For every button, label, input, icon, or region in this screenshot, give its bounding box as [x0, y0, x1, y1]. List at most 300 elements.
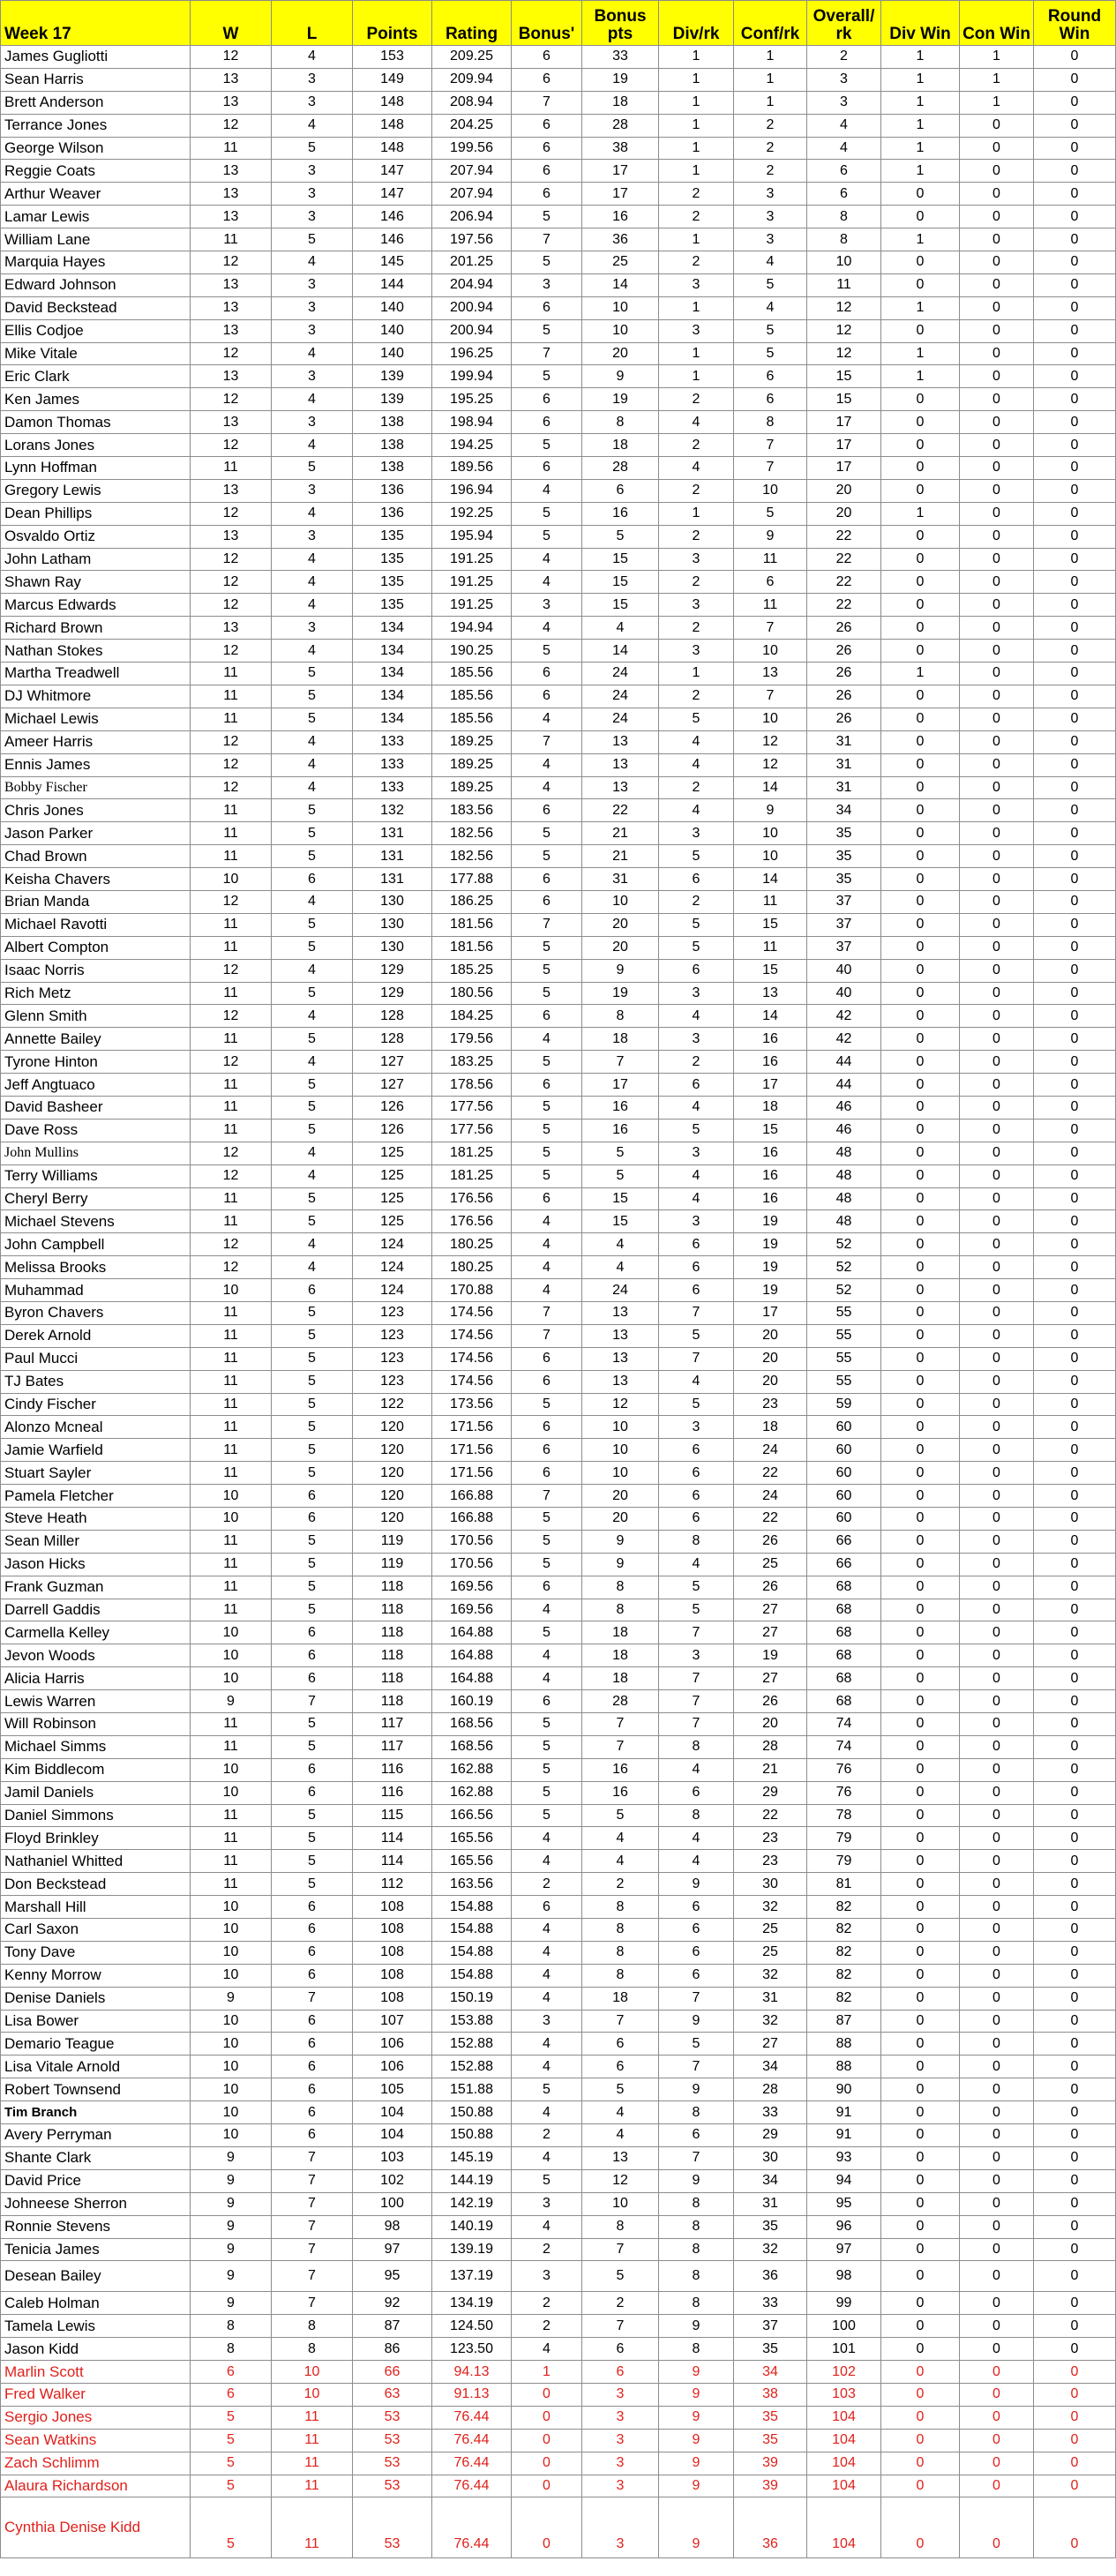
cell-wins: 10	[191, 2033, 272, 2056]
table-row	[1, 913, 1116, 936]
cell-player-name: Eric Clark	[1, 365, 191, 388]
cell-bonus: 5	[512, 1530, 582, 1553]
cell-player-name: Jamie Warfield	[1, 1439, 191, 1462]
cell-bonus: 4	[512, 1599, 582, 1621]
cell-div-rank: 9	[659, 2429, 734, 2452]
cell-losses: 5	[272, 1074, 353, 1097]
table-row	[1, 434, 1116, 457]
cell-player-name: Lisa Vitale Arnold	[1, 2056, 191, 2078]
cell-bonus-pts: 4	[582, 617, 659, 640]
cell-conf-rank: 7	[734, 685, 807, 708]
table-row	[1, 1462, 1116, 1485]
cell-div-win: 0	[881, 1850, 960, 1873]
cell-bonus-pts: 3	[582, 2429, 659, 2452]
cell-div-win: 0	[881, 1873, 960, 1896]
cell-rating: 177.88	[432, 868, 512, 891]
cell-rating: 152.88	[432, 2033, 512, 2056]
cell-points: 123	[353, 1370, 432, 1393]
cell-bonus-pts: 17	[582, 1074, 659, 1097]
cell-div-win: 0	[881, 1553, 960, 1576]
cell-bonus-pts: 20	[582, 342, 659, 365]
cell-rating: 207.94	[432, 183, 512, 206]
cell-losses: 5	[272, 1301, 353, 1324]
cell-bonus: 5	[512, 502, 582, 525]
cell-round-win: 0	[1034, 1713, 1116, 1736]
cell-player-name: Frank Guzman	[1, 1576, 191, 1599]
cell-player-name: Caleb Holman	[1, 2292, 191, 2315]
cell-round-win: 0	[1034, 1187, 1116, 1210]
cell-con-win: 0	[960, 2452, 1034, 2475]
cell-points: 97	[353, 2238, 432, 2261]
cell-div-rank: 9	[659, 2383, 734, 2406]
cell-bonus-pts: 12	[582, 1393, 659, 1416]
cell-div-win: 1	[881, 365, 960, 388]
cell-div-rank: 9	[659, 2315, 734, 2338]
cell-round-win: 0	[1034, 571, 1116, 594]
cell-round-win: 0	[1034, 1005, 1116, 1028]
cell-losses: 3	[272, 273, 353, 296]
cell-bonus-pts: 24	[582, 685, 659, 708]
cell-div-rank: 5	[659, 1599, 734, 1621]
table-row	[1, 1758, 1116, 1781]
cell-div-rank: 8	[659, 2215, 734, 2238]
cell-points: 108	[353, 1964, 432, 1987]
cell-points: 134	[353, 685, 432, 708]
cell-player-name: Jevon Woods	[1, 1644, 191, 1667]
cell-bonus-pts: 4	[582, 2101, 659, 2124]
cell-bonus-pts: 31	[582, 868, 659, 891]
cell-div-win: 0	[881, 1301, 960, 1324]
cell-div-rank: 8	[659, 1530, 734, 1553]
cell-round-win: 0	[1034, 1827, 1116, 1850]
cell-bonus-pts: 10	[582, 1439, 659, 1462]
cell-wins: 11	[191, 799, 272, 822]
cell-div-win: 0	[881, 388, 960, 411]
cell-div-win: 0	[881, 183, 960, 206]
cell-rating: 183.25	[432, 1051, 512, 1074]
cell-con-win: 0	[960, 708, 1034, 730]
cell-points: 105	[353, 2078, 432, 2101]
cell-con-win: 0	[960, 1553, 1034, 1576]
cell-round-win: 0	[1034, 2238, 1116, 2261]
cell-con-win: 0	[960, 822, 1034, 845]
cell-overall-rank: 90	[807, 2078, 881, 2101]
cell-con-win: 0	[960, 1347, 1034, 1370]
cell-round-win: 0	[1034, 365, 1116, 388]
cell-con-win: 0	[960, 1164, 1034, 1187]
cell-overall-rank: 42	[807, 1028, 881, 1051]
cell-wins: 11	[191, 1576, 272, 1599]
cell-losses: 5	[272, 1827, 353, 1850]
cell-bonus: 2	[512, 2292, 582, 2315]
cell-rating: 166.56	[432, 1804, 512, 1827]
cell-rating: 180.25	[432, 1233, 512, 1256]
cell-bonus: 4	[512, 548, 582, 571]
cell-points: 147	[353, 183, 432, 206]
cell-bonus: 4	[512, 708, 582, 730]
cell-bonus: 6	[512, 890, 582, 913]
table-row	[1, 296, 1116, 319]
cell-con-win: 0	[960, 342, 1034, 365]
cell-player-name: Sergio Jones	[1, 2406, 191, 2429]
cell-player-name: Johneese Sherron	[1, 2192, 191, 2215]
cell-con-win: 0	[960, 1119, 1034, 1142]
header-con-win: Con Win	[960, 1, 1034, 46]
cell-con-win: 0	[960, 502, 1034, 525]
cell-losses: 4	[272, 1005, 353, 1028]
cell-div-rank: 1	[659, 68, 734, 91]
cell-div-rank: 2	[659, 776, 734, 799]
cell-player-name: Keisha Chavers	[1, 868, 191, 891]
cell-con-win: 0	[960, 206, 1034, 228]
cell-conf-rank: 15	[734, 959, 807, 982]
cell-div-win: 1	[881, 342, 960, 365]
cell-rating: 154.88	[432, 1964, 512, 1987]
cell-points: 103	[353, 2146, 432, 2169]
cell-losses: 10	[272, 2383, 353, 2406]
cell-con-win: 0	[960, 1804, 1034, 1827]
cell-player-name: Shawn Ray	[1, 571, 191, 594]
cell-losses: 4	[272, 46, 353, 69]
cell-div-rank: 4	[659, 753, 734, 776]
table-row	[1, 799, 1116, 822]
cell-losses: 5	[272, 1210, 353, 1233]
cell-wins: 11	[191, 982, 272, 1005]
cell-points: 149	[353, 68, 432, 91]
cell-bonus: 5	[512, 982, 582, 1005]
cell-points: 146	[353, 206, 432, 228]
table-row	[1, 1074, 1116, 1097]
table-row	[1, 1005, 1116, 1028]
cell-player-name: George Wilson	[1, 137, 191, 160]
cell-points: 135	[353, 571, 432, 594]
cell-losses: 5	[272, 1804, 353, 1827]
cell-bonus: 7	[512, 1301, 582, 1324]
cell-bonus-pts: 20	[582, 1485, 659, 1508]
cell-rating: 180.56	[432, 982, 512, 1005]
cell-losses: 7	[272, 1987, 353, 2010]
cell-losses: 4	[272, 502, 353, 525]
cell-conf-rank: 1	[734, 68, 807, 91]
cell-losses: 11	[272, 2475, 353, 2497]
cell-div-win: 1	[881, 228, 960, 251]
cell-bonus-pts: 24	[582, 663, 659, 685]
cell-rating: 154.88	[432, 1941, 512, 1964]
cell-overall-rank: 26	[807, 708, 881, 730]
cell-losses: 4	[272, 776, 353, 799]
cell-conf-rank: 30	[734, 1873, 807, 1896]
cell-player-name: William Lane	[1, 228, 191, 251]
cell-bonus-pts: 2	[582, 1873, 659, 1896]
cell-round-win: 0	[1034, 1896, 1116, 1919]
cell-div-rank: 1	[659, 46, 734, 69]
cell-con-win: 0	[960, 457, 1034, 480]
cell-bonus-pts: 13	[582, 730, 659, 753]
cell-overall-rank: 8	[807, 206, 881, 228]
cell-player-name: Marquia Hayes	[1, 251, 191, 274]
cell-conf-rank: 15	[734, 1119, 807, 1142]
table-row	[1, 2429, 1116, 2452]
cell-rating: 177.56	[432, 1096, 512, 1119]
cell-bonus: 4	[512, 2056, 582, 2078]
cell-player-name: Daniel Simmons	[1, 1804, 191, 1827]
cell-div-rank: 4	[659, 411, 734, 434]
cell-wins: 11	[191, 228, 272, 251]
cell-con-win: 0	[960, 890, 1034, 913]
cell-div-win: 0	[881, 868, 960, 891]
cell-conf-rank: 20	[734, 1347, 807, 1370]
cell-points: 135	[353, 594, 432, 617]
cell-bonus: 4	[512, 1919, 582, 1942]
cell-div-rank: 2	[659, 388, 734, 411]
cell-wins: 9	[191, 2215, 272, 2238]
cell-round-win: 0	[1034, 799, 1116, 822]
cell-div-rank: 3	[659, 640, 734, 663]
cell-bonus-pts: 6	[582, 2361, 659, 2384]
cell-round-win: 0	[1034, 1941, 1116, 1964]
cell-rating: 180.25	[432, 1256, 512, 1279]
cell-bonus: 3	[512, 2010, 582, 2033]
cell-player-name: Pamela Fletcher	[1, 1485, 191, 1508]
table-row	[1, 1941, 1116, 1964]
cell-bonus-pts: 21	[582, 822, 659, 845]
cell-losses: 5	[272, 1028, 353, 1051]
header-points: Points	[353, 1, 432, 46]
cell-round-win: 0	[1034, 1621, 1116, 1644]
cell-div-win: 0	[881, 1347, 960, 1370]
cell-rating: 189.25	[432, 776, 512, 799]
cell-points: 138	[353, 434, 432, 457]
cell-rating: 170.56	[432, 1553, 512, 1576]
cell-bonus-pts: 16	[582, 502, 659, 525]
cell-losses: 7	[272, 2146, 353, 2169]
cell-points: 120	[353, 1485, 432, 1508]
table-row	[1, 479, 1116, 502]
cell-con-win: 0	[960, 273, 1034, 296]
cell-conf-rank: 34	[734, 2361, 807, 2384]
cell-bonus-pts: 5	[582, 2261, 659, 2292]
cell-bonus-pts: 13	[582, 776, 659, 799]
cell-rating: 178.56	[432, 1074, 512, 1097]
cell-overall-rank: 55	[807, 1347, 881, 1370]
cell-points: 131	[353, 868, 432, 891]
cell-wins: 11	[191, 1873, 272, 1896]
cell-bonus-pts: 14	[582, 273, 659, 296]
cell-overall-rank: 68	[807, 1621, 881, 1644]
cell-round-win: 0	[1034, 411, 1116, 434]
cell-rating: 139.19	[432, 2238, 512, 2261]
table-row	[1, 1827, 1116, 1850]
cell-round-win: 0	[1034, 1508, 1116, 1531]
cell-wins: 11	[191, 685, 272, 708]
cell-bonus: 6	[512, 46, 582, 69]
cell-bonus: 6	[512, 183, 582, 206]
cell-overall-rank: 104	[807, 2452, 881, 2475]
cell-player-name: Stuart Sayler	[1, 1462, 191, 1485]
cell-wins: 11	[191, 1416, 272, 1439]
cell-bonus-pts: 5	[582, 525, 659, 548]
cell-div-win: 0	[881, 1599, 960, 1621]
cell-rating: 186.25	[432, 890, 512, 913]
cell-conf-rank: 32	[734, 2238, 807, 2261]
cell-bonus: 6	[512, 457, 582, 480]
cell-wins: 11	[191, 1370, 272, 1393]
table-row	[1, 1896, 1116, 1919]
cell-div-win: 1	[881, 502, 960, 525]
cell-conf-rank: 27	[734, 1599, 807, 1621]
cell-rating: 154.88	[432, 1919, 512, 1942]
table-row	[1, 1164, 1116, 1187]
cell-points: 148	[353, 137, 432, 160]
cell-points: 136	[353, 502, 432, 525]
cell-points: 124	[353, 1279, 432, 1302]
cell-overall-rank: 15	[807, 388, 881, 411]
cell-wins: 11	[191, 457, 272, 480]
cell-round-win: 0	[1034, 1462, 1116, 1485]
cell-round-win: 0	[1034, 982, 1116, 1005]
cell-div-win: 0	[881, 2338, 960, 2361]
cell-bonus: 0	[512, 2452, 582, 2475]
cell-round-win: 0	[1034, 753, 1116, 776]
cell-wins: 10	[191, 1621, 272, 1644]
cell-rating: 179.56	[432, 1028, 512, 1051]
cell-bonus-pts: 13	[582, 753, 659, 776]
cell-points: 53	[353, 2497, 432, 2558]
cell-player-name: Desean Bailey	[1, 2261, 191, 2292]
cell-rating: 176.56	[432, 1187, 512, 1210]
cell-rating: 166.88	[432, 1508, 512, 1531]
cell-bonus-pts: 16	[582, 1096, 659, 1119]
cell-wins: 12	[191, 594, 272, 617]
cell-wins: 10	[191, 1964, 272, 1987]
cell-losses: 4	[272, 640, 353, 663]
cell-div-rank: 4	[659, 1187, 734, 1210]
cell-points: 133	[353, 753, 432, 776]
cell-rating: 189.25	[432, 753, 512, 776]
cell-player-name: Cindy Fischer	[1, 1393, 191, 1416]
cell-conf-rank: 6	[734, 388, 807, 411]
cell-player-name: Alicia Harris	[1, 1667, 191, 1690]
cell-div-rank: 9	[659, 2361, 734, 2384]
cell-bonus: 7	[512, 913, 582, 936]
cell-div-rank: 5	[659, 1119, 734, 1142]
cell-points: 124	[353, 1233, 432, 1256]
cell-wins: 13	[191, 273, 272, 296]
cell-losses: 6	[272, 1781, 353, 1804]
cell-div-rank: 7	[659, 2056, 734, 2078]
cell-losses: 6	[272, 1964, 353, 1987]
cell-div-rank: 7	[659, 1347, 734, 1370]
cell-wins: 12	[191, 434, 272, 457]
table-row	[1, 1324, 1116, 1347]
cell-bonus: 4	[512, 2033, 582, 2056]
cell-wins: 12	[191, 251, 272, 274]
cell-player-name: Jeff Angtuaco	[1, 1074, 191, 1097]
cell-conf-rank: 19	[734, 1644, 807, 1667]
cell-overall-rank: 87	[807, 2010, 881, 2033]
cell-round-win: 0	[1034, 2101, 1116, 2124]
cell-round-win: 0	[1034, 206, 1116, 228]
table-row	[1, 2238, 1116, 2261]
cell-div-rank: 5	[659, 913, 734, 936]
cell-con-win: 0	[960, 137, 1034, 160]
cell-div-win: 0	[881, 1804, 960, 1827]
cell-round-win: 0	[1034, 68, 1116, 91]
cell-player-name: Michael Lewis	[1, 708, 191, 730]
cell-points: 133	[353, 730, 432, 753]
cell-div-win: 0	[881, 2033, 960, 2056]
cell-losses: 7	[272, 2261, 353, 2292]
table-row	[1, 571, 1116, 594]
cell-div-rank: 3	[659, 1028, 734, 1051]
cell-bonus: 4	[512, 479, 582, 502]
cell-bonus: 0	[512, 2475, 582, 2497]
cell-bonus: 6	[512, 68, 582, 91]
cell-con-win: 0	[960, 319, 1034, 342]
cell-player-name: Cynthia Denise Kidd	[1, 2497, 191, 2558]
cell-bonus-pts: 15	[582, 594, 659, 617]
cell-player-name: DJ Whitmore	[1, 685, 191, 708]
cell-bonus-pts: 9	[582, 1553, 659, 1576]
cell-bonus-pts: 18	[582, 91, 659, 114]
cell-wins: 9	[191, 2169, 272, 2192]
table-row	[1, 730, 1116, 753]
cell-wins: 12	[191, 753, 272, 776]
cell-div-rank: 6	[659, 1439, 734, 1462]
cell-player-name: Paul Mucci	[1, 1347, 191, 1370]
cell-bonus: 6	[512, 1187, 582, 1210]
cell-con-win: 0	[960, 2406, 1034, 2429]
cell-bonus-pts: 10	[582, 319, 659, 342]
cell-div-rank: 1	[659, 365, 734, 388]
cell-con-win: 0	[960, 548, 1034, 571]
cell-wins: 12	[191, 342, 272, 365]
cell-rating: 173.56	[432, 1393, 512, 1416]
cell-bonus-pts: 3	[582, 2497, 659, 2558]
cell-player-name: Jamil Daniels	[1, 1781, 191, 1804]
cell-rating: 152.88	[432, 2056, 512, 2078]
cell-points: 127	[353, 1074, 432, 1097]
cell-points: 138	[353, 457, 432, 480]
cell-conf-rank: 5	[734, 273, 807, 296]
cell-conf-rank: 2	[734, 114, 807, 137]
cell-div-win: 0	[881, 890, 960, 913]
cell-con-win: 0	[960, 114, 1034, 137]
cell-player-name: Annette Bailey	[1, 1028, 191, 1051]
cell-overall-rank: 40	[807, 982, 881, 1005]
cell-div-win: 0	[881, 822, 960, 845]
table-row	[1, 1964, 1116, 1987]
table-row	[1, 1667, 1116, 1690]
cell-con-win: 0	[960, 160, 1034, 183]
cell-player-name: Lewis Warren	[1, 1690, 191, 1713]
cell-overall-rank: 4	[807, 114, 881, 137]
cell-con-win: 0	[960, 959, 1034, 982]
cell-rating: 170.56	[432, 1530, 512, 1553]
cell-bonus: 1	[512, 2361, 582, 2384]
cell-bonus: 6	[512, 1690, 582, 1713]
cell-player-name: Kim Biddlecom	[1, 1758, 191, 1781]
cell-div-win: 0	[881, 251, 960, 274]
cell-div-win: 0	[881, 1439, 960, 1462]
cell-player-name: Shante Clark	[1, 2146, 191, 2169]
cell-losses: 4	[272, 1051, 353, 1074]
cell-points: 148	[353, 114, 432, 137]
cell-bonus-pts: 24	[582, 708, 659, 730]
cell-div-rank: 8	[659, 2292, 734, 2315]
cell-con-win: 0	[960, 2429, 1034, 2452]
cell-points: 63	[353, 2383, 432, 2406]
